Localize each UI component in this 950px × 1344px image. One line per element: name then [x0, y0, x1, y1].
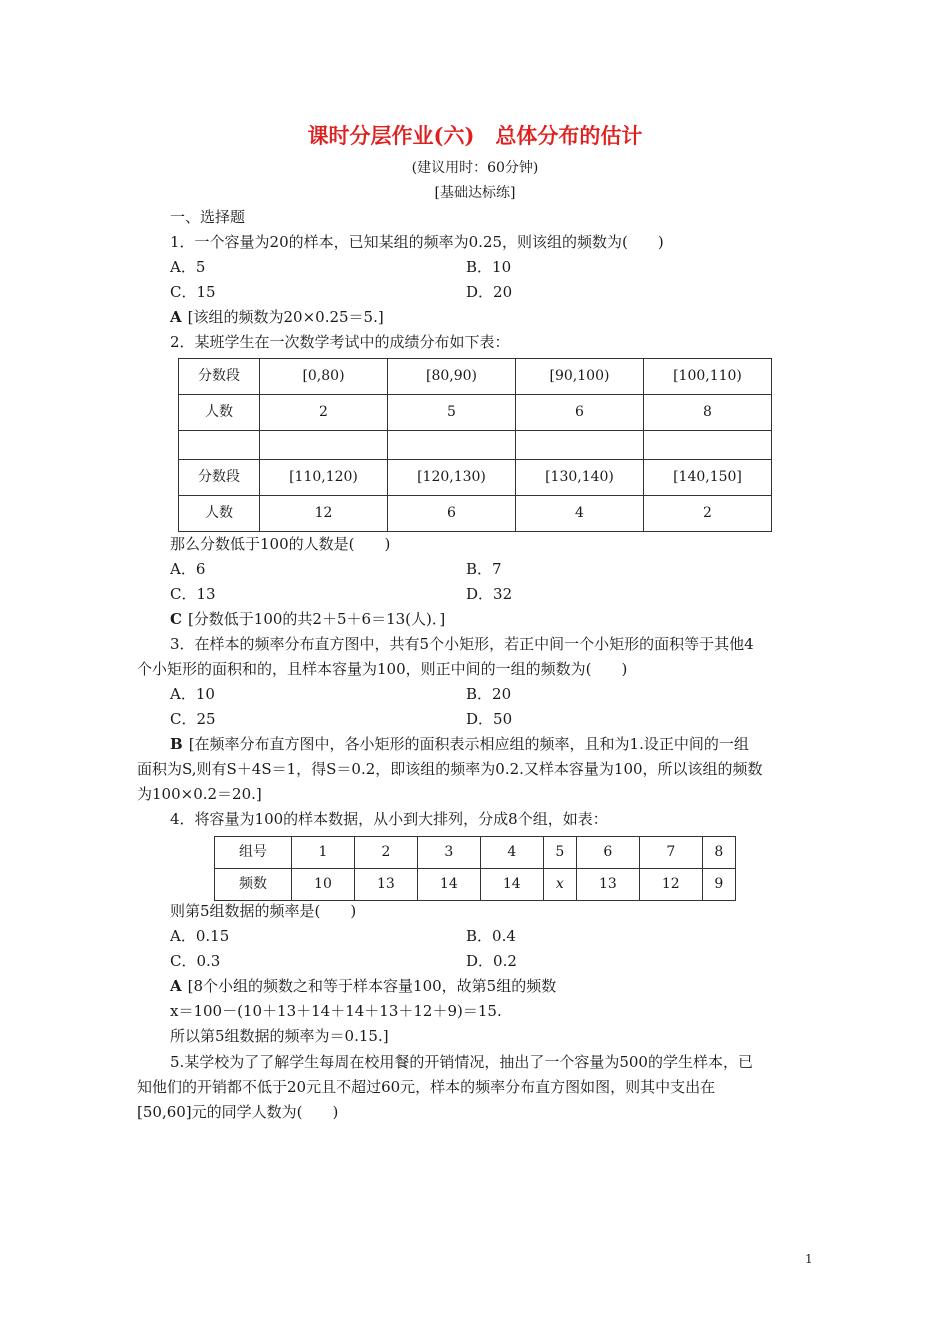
q3-explanation-line1: [在频率分布直方图中，各小矩形的面积表示相应组的频率，且和为1.设正中间的一组: [188, 735, 749, 753]
q3-explanation-line3: 为100×0.2＝20.]: [137, 785, 262, 803]
table-cell: [110,120): [260, 460, 388, 496]
table-cell: 6: [516, 395, 644, 431]
table-cell: 12: [639, 869, 702, 901]
q3-stem-line2: 个小矩形的面积和的，且样本容量为100，则正中间的一组的频数为( ): [137, 660, 628, 678]
q1-option-a: A．5: [170, 258, 206, 276]
score-distribution-table: [178, 358, 772, 532]
group-frequency-table: [214, 836, 736, 901]
table-cell: 人数: [179, 395, 260, 431]
table-cell: [100,110): [644, 359, 772, 395]
table-row: [179, 359, 772, 395]
q4-explanation-line3: 所以第5组数据的频率为＝0.15.]: [170, 1027, 389, 1045]
table-row-empty: [179, 431, 772, 460]
table-cell: 13: [354, 869, 417, 901]
table-cell: 2: [644, 496, 772, 532]
table-cell: 13: [576, 869, 639, 901]
table-cell: 1: [292, 837, 355, 869]
table-cell: [90,100): [516, 359, 644, 395]
table-cell: 分数段: [179, 359, 260, 395]
q2-answer: C: [170, 610, 182, 628]
table-row: [179, 460, 772, 496]
table-cell: 6: [388, 496, 516, 532]
q4-answer-line: [170, 974, 556, 999]
q4-answer: A: [170, 977, 182, 995]
q4-explanation-line2: x＝100－(10＋13＋14＋14＋13＋12＋9)＝15.: [170, 1002, 502, 1020]
q1-option-c: C．15: [170, 283, 216, 301]
q3-stem-line1: 3．在样本的频率分布直方图中，共有5个小矩形，若正中间一个小矩形的面积等于其他4: [170, 635, 754, 653]
table-row: [179, 395, 772, 431]
q1-explanation: [该组的频数为20×0.25＝5.]: [187, 308, 384, 326]
q1-answer: A: [170, 308, 182, 326]
q2-explanation: [分数低于100的共2＋5＋6＝13(人)．]: [187, 610, 446, 628]
q4-stem: 4．将容量为100的样本数据，从小到大排列，分成8个组，如表：: [170, 810, 608, 828]
table-cell: 6: [576, 837, 639, 869]
q4-option-b: B．0.4: [466, 927, 516, 945]
table-row: [179, 496, 772, 532]
table-row: [215, 869, 736, 901]
table-cell: 12: [260, 496, 388, 532]
q1-answer-line: [170, 305, 384, 330]
page-number: 1: [805, 1252, 813, 1266]
table-cell: 4: [516, 496, 644, 532]
table-cell: 频数: [215, 869, 292, 901]
q1-stem: 1．一个容量为20的样本，已知某组的频率为0.25，则该组的频数为( ): [170, 233, 664, 251]
table-cell: 10: [292, 869, 355, 901]
q4-option-d: D．0.2: [466, 952, 517, 970]
q2-option-c: C．13: [170, 585, 216, 603]
q3-option-a: A．10: [170, 685, 215, 703]
q1-option-d: D．20: [466, 283, 513, 301]
table-cell: 分数段: [179, 460, 260, 496]
table-cell: 14: [480, 869, 543, 901]
q2-answer-line: [170, 607, 445, 632]
q2-option-d: D．32: [466, 585, 513, 603]
part-heading: 一、选择题: [170, 208, 246, 226]
q2-option-b: B．7: [466, 560, 502, 578]
table-cell: 2: [260, 395, 388, 431]
table-cell: 3: [417, 837, 480, 869]
q3-answer: B: [170, 735, 183, 753]
q2-option-a: A．6: [170, 560, 206, 578]
table-cell: 9: [702, 869, 735, 901]
q5-stem-line1: 5.某学校为了了解学生每周在校用餐的开销情况，抽出了一个容量为500的学生样本，已: [170, 1053, 753, 1071]
q4-option-a: A．0.15: [170, 927, 230, 945]
suggested-time: (建议用时：60分钟): [411, 160, 539, 176]
table-cell: 14: [417, 869, 480, 901]
page-title: 课时分层作业(六) 总体分布的估计: [307, 123, 643, 148]
table-cell: [120,130): [388, 460, 516, 496]
section-label: [基础达标练]: [434, 185, 516, 201]
q1-option-b: B．10: [466, 258, 512, 276]
table-cell: 组号: [215, 837, 292, 869]
table-cell: [0,80): [260, 359, 388, 395]
table-cell: 7: [639, 837, 702, 869]
table-cell: [140,150]: [644, 460, 772, 496]
table-cell: [130,140): [516, 460, 644, 496]
q3-answer-line: [170, 732, 749, 757]
q5-stem-line2: 知他们的开销都不低于20元且不超过60元，样本的频率分布直方图如图，则其中支出在: [137, 1078, 716, 1096]
table-cell: 4: [480, 837, 543, 869]
table-cell: 人数: [179, 496, 260, 532]
q3-option-c: C．25: [170, 710, 216, 728]
table-cell: 8: [702, 837, 735, 869]
table-cell: 5: [388, 395, 516, 431]
q3-option-d: D．50: [466, 710, 513, 728]
q5-stem-line3: [50,60]元的同学人数为( ): [137, 1103, 339, 1121]
table-cell: 8: [644, 395, 772, 431]
table-row: [215, 837, 736, 869]
q3-option-b: B．20: [466, 685, 512, 703]
q2-stem: 2．某班学生在一次数学考试中的成绩分布如下表：: [170, 333, 510, 351]
q3-explanation-line2: 面积为S,则有S＋4S＝1，得S＝0.2，即该组的频率为0.2.又样本容量为100，所以该组的频数: [137, 760, 763, 778]
q4-follow: 则第5组数据的频率是( ): [170, 902, 357, 920]
table-cell: [80,90): [388, 359, 516, 395]
q4-explanation-line1: [8个小组的频数之和等于样本容量100，故第5组的频数: [187, 977, 557, 995]
table-cell: x: [543, 869, 576, 901]
table-cell: 2: [354, 837, 417, 869]
table-cell: 5: [543, 837, 576, 869]
q2-follow: 那么分数低于100的人数是( ): [170, 535, 391, 553]
q4-option-c: C．0.3: [170, 952, 221, 970]
